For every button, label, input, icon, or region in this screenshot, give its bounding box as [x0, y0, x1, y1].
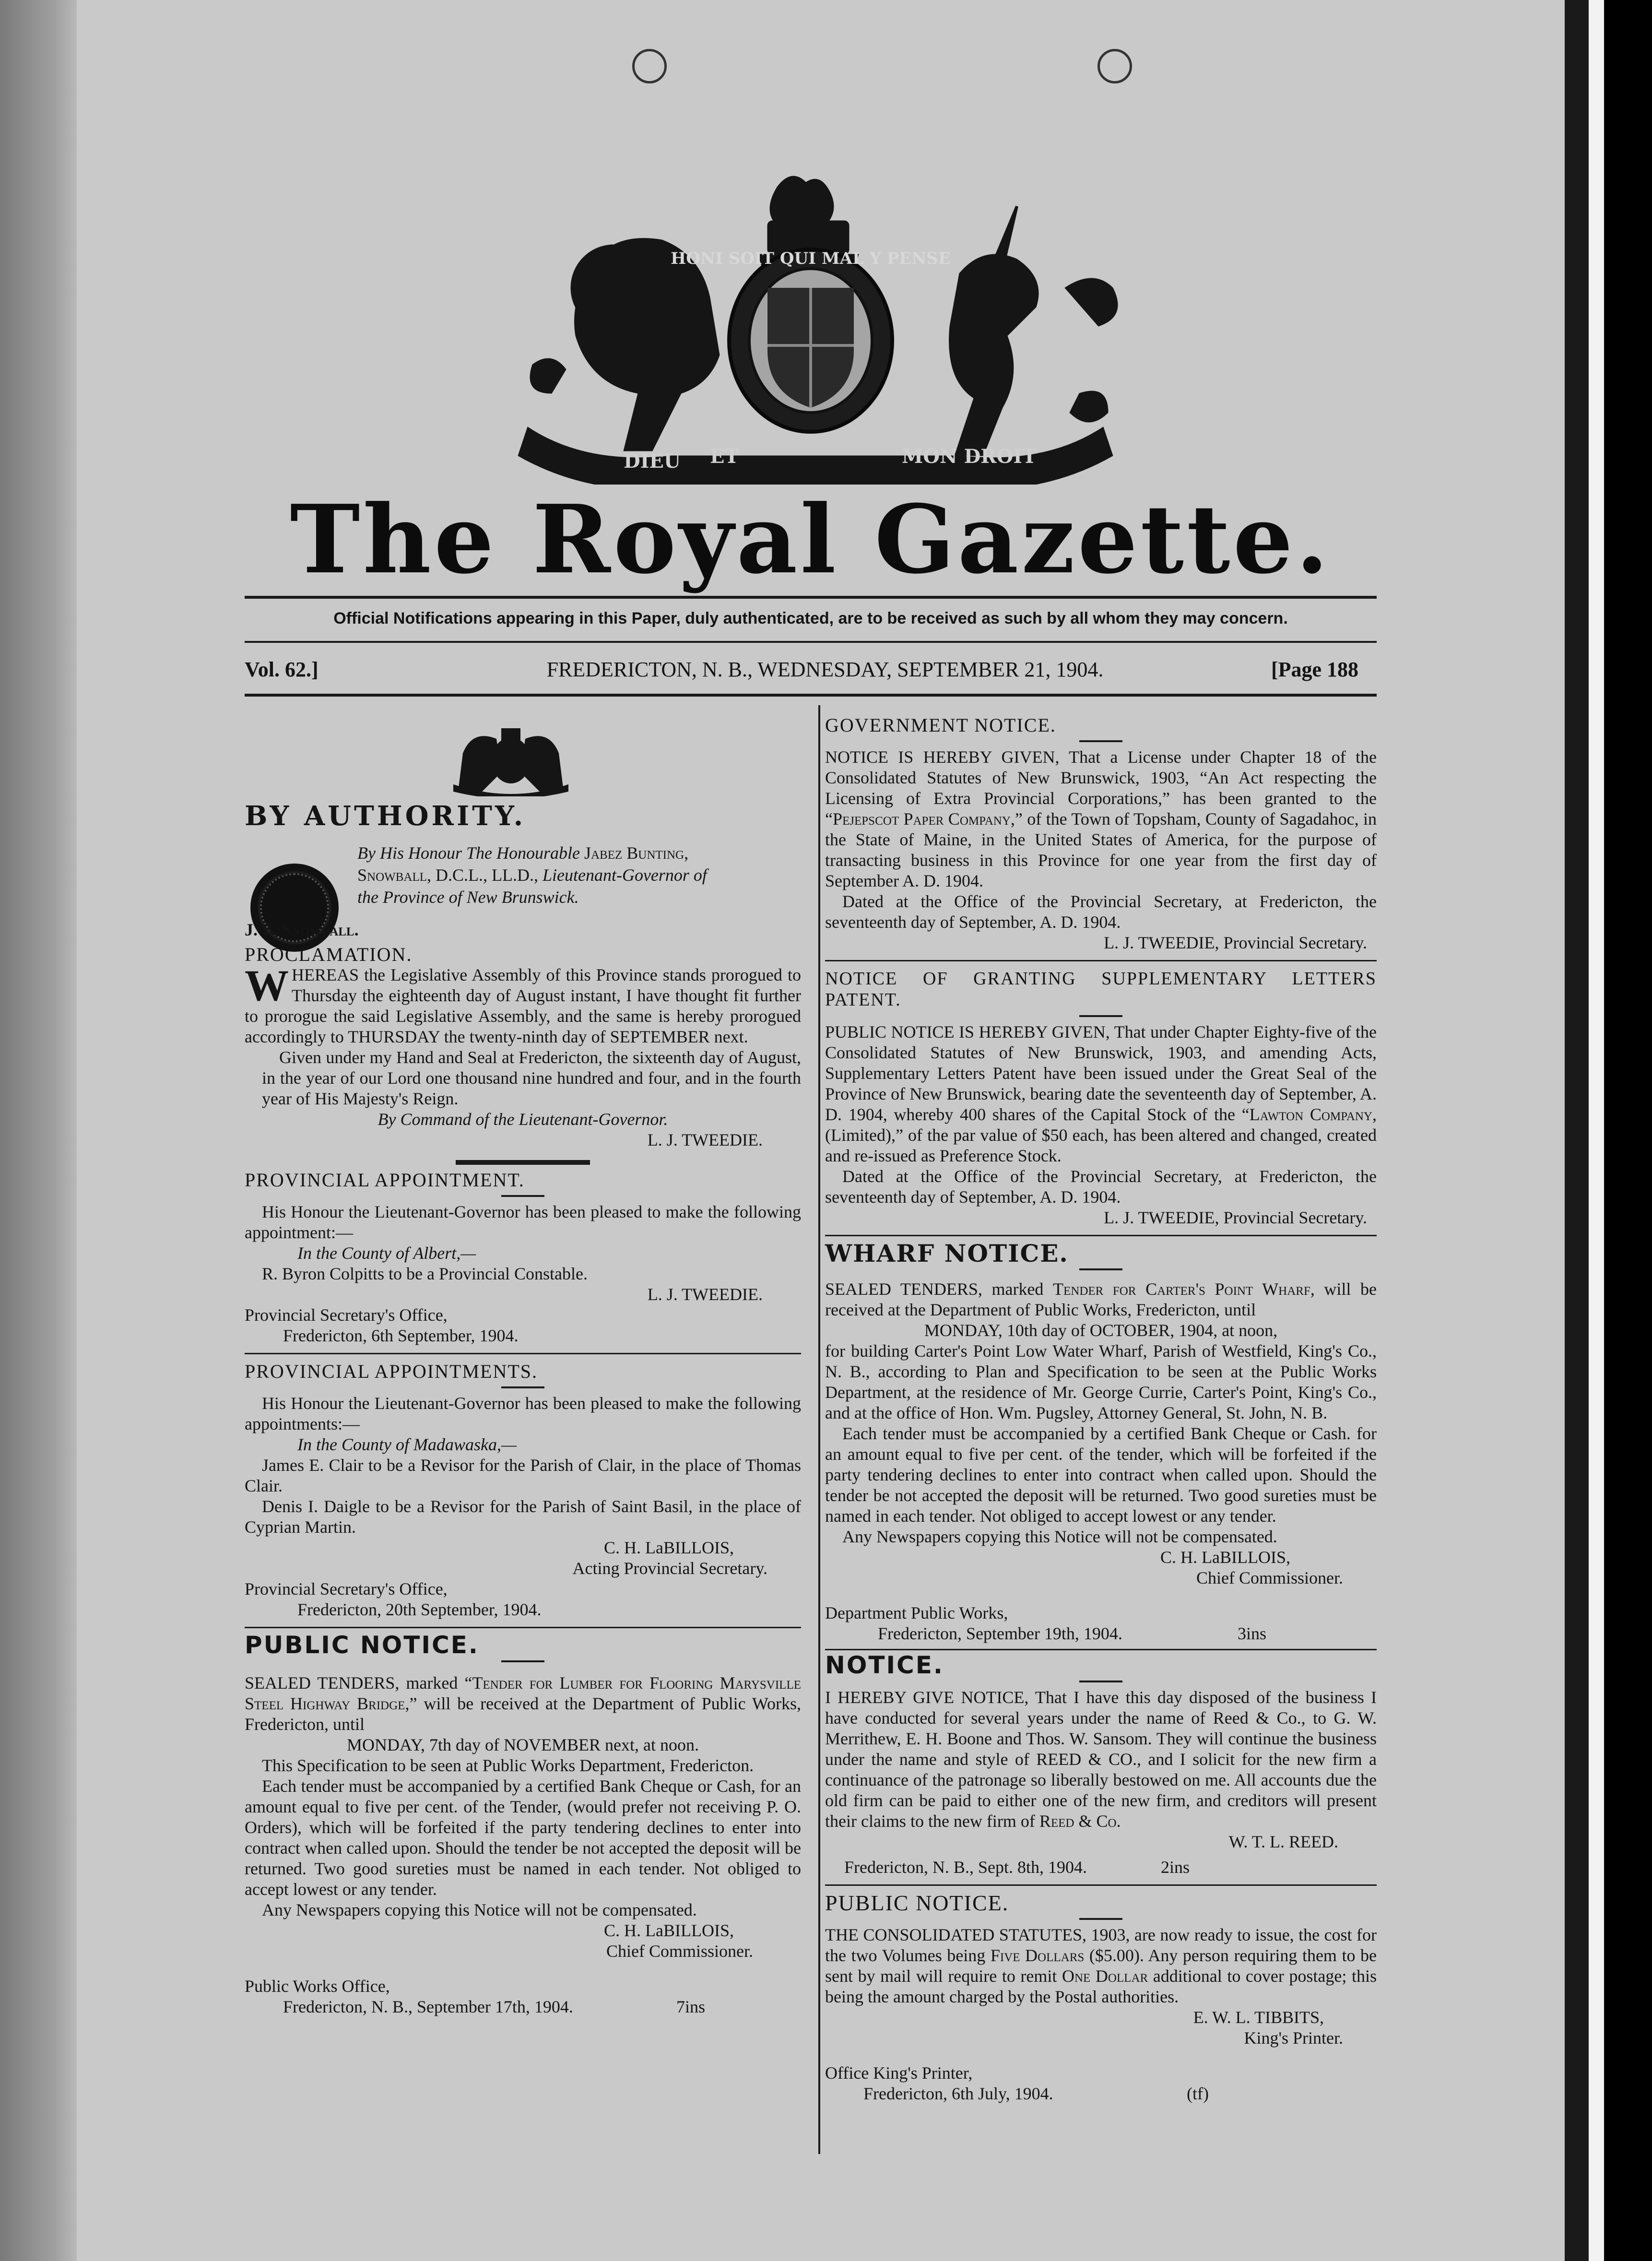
motto-left: DIEU — [624, 450, 681, 473]
section-rule — [825, 960, 1377, 961]
pub2-body-d: One Dollar — [1062, 1966, 1148, 1986]
public-notice2-office: Office King's Printer, — [825, 2063, 973, 2083]
pub2-body-b: Five Dollars — [990, 1946, 1085, 1965]
right-column — [825, 715, 1377, 2104]
column-divider — [818, 705, 820, 2154]
appointment1-body: His Honour the Lieutenant-Governor has been pleased to make the following appointment:— — [245, 1202, 801, 1242]
gov-body-c: ,” of the Town of Topsham, County of Sagadahoc, in the State of Maine, in the United States of America, for the purpose of transacting business in this Province for one year from the first day of September A. D. 1904. — [825, 809, 1377, 890]
wharf-notice-sign1: C. H. LaBILLOIS, — [1160, 1548, 1290, 1567]
public-notice-date-row — [283, 1997, 801, 2017]
appointment1-heading: PROVINCIAL APPOINTMENT. — [245, 1169, 525, 1191]
official-notice-line: Official Notifications appearing in this Paper, duly authenticated, are to be received as such by all whom they may concern. — [333, 609, 1288, 627]
wharf-notice-sign2: Chief Commissioner. — [1196, 1568, 1343, 1587]
masthead-rule-top — [245, 596, 1377, 599]
newspaper-title: The Royal Gazette. — [290, 485, 1332, 595]
appointment2-date: Fredericton, 20th September, 1904. — [297, 1600, 542, 1619]
section-rule — [1079, 1015, 1122, 1017]
section-rule — [1079, 1681, 1122, 1682]
wharf-notice-p3: Each tender must be accompanied by a certified Bank Cheque or Cash. for an amount equal to five per cent. of the tender, which will be forfeited if the party tendering declines to enter into contract when called upon. Should the tender be not accepted the deposit will be returned. Two good sureties must be named in each tender. Not obliged to accept lowest or any tender. — [825, 1424, 1377, 1526]
masthead-rule-bottom — [245, 694, 1377, 697]
section-rule — [456, 1160, 590, 1165]
lg-line2c: Lieutenant-Governor of — [542, 865, 707, 885]
public-notice-monday: MONDAY, 7th day of NOVEMBER next, at noon. — [347, 1735, 699, 1754]
section-rule — [1079, 740, 1122, 742]
appointment2-office: Provincial Secretary's Office, — [245, 1579, 448, 1598]
public-notice-sign2: Chief Commissioner. — [606, 1941, 753, 1961]
public-notice-sign1: C. H. LaBILLOIS, — [604, 1921, 734, 1940]
section-rule — [501, 1660, 544, 1662]
public-p1b: Tender for Lumber for Flooring Marysville Steel Highway Bridge — [245, 1673, 801, 1713]
section-rule — [501, 1195, 544, 1197]
appointment1-sign: L. J. TWEEDIE. — [647, 1285, 763, 1304]
public-notice2-body — [825, 1925, 1377, 2007]
notice-body-b: Reed & Co. — [1039, 1811, 1121, 1831]
drop-cap: W — [245, 961, 289, 1010]
section-rule — [825, 1884, 1377, 1886]
appointment2-sign2: Acting Provincial Secretary. — [572, 1559, 767, 1578]
pub2-body-c: ($5.00). Any person requiring them to be sent by mail will require to remit — [825, 1946, 1377, 1986]
section-rule — [1079, 1918, 1122, 1920]
section-rule — [245, 1627, 801, 1628]
letters-patent-dated: Dated at the Office of the Provincial Secretary, at Fredericton, the seventeenth day of September, A. D. 1904. — [825, 1167, 1377, 1207]
pub2-body-a: THE CONSOLIDATED STATUTES, 1903, are now ready to issue, the cost for the two Volumes being — [825, 1925, 1377, 1965]
appointment2-sign1: C. H. LaBILLOIS, — [604, 1538, 734, 1557]
lg-line2a: Snowball — [357, 865, 427, 885]
wharf-notice-p4: Any Newspapers copying this Notice will not be compensated. — [842, 1527, 1277, 1546]
letters-patent-sign: L. J. TWEEDIE, Provincial Secretary. — [1104, 1208, 1367, 1227]
letters-patent-heading: NOTICE OF GRANTING SUPPLEMENTARY LETTERS PATENT. — [825, 969, 1377, 1010]
public-p1c: ,” will be received at the Department of Public Works, Fredericton, until — [245, 1694, 801, 1734]
public-notice2-sign1: E. W. L. TIBBITS, — [1193, 2008, 1324, 2027]
public-notice2-date-row — [863, 2083, 1377, 2104]
section-rule — [825, 1649, 1377, 1650]
lg-line1b: Jabez Bunting, — [584, 843, 689, 863]
gov-body-b: Pejepscot Paper Company — [832, 809, 1011, 829]
letters-body-a: PUBLIC NOTICE IS HEREBY GIVEN, That under Chapter Eighty-five of the Consolidated Statutes of New Brunswick, 1903, and amending Acts, Supplementary Letters Patent have been issued under the Great Seal of the Province of New Brunswick, bearing date the seventeenth day of September, A. D. 1904, whereby 400 shares of the Capital Stock of the “ — [825, 1022, 1377, 1124]
wharf-notice-office: Department Public Works, — [825, 1603, 1008, 1622]
proclamation-given: Given under my Hand and Seal at Fredericton, the sixteenth day of August, in the year of our Lord one thousand nine hundred and four, and in the fourth year of His Majesty's Reign. — [262, 1048, 801, 1108]
letters-patent-body — [825, 1022, 1377, 1166]
government-notice-sign: L. J. TWEEDIE, Provincial Secretary. — [1104, 933, 1367, 952]
wharf-p1b: Tender for Carter's Point Wharf — [1053, 1279, 1310, 1299]
government-notice-heading: GOVERNMENT NOTICE. — [825, 714, 1056, 736]
appointment1-county: In the County of Albert,— — [297, 1243, 476, 1263]
pub2-body-e: additional to cover postage; this being the amount charged by the Postal authorities. — [825, 1966, 1377, 2006]
masthead-rule-mid — [245, 641, 1377, 643]
appointment2-item1: James E. Clair to be a Revisor for the Parish of Clair, in the place of Thomas Clair. — [245, 1456, 801, 1495]
wharf-p1c: , will be received at the Department of Public Works, Fredericton, until — [825, 1279, 1377, 1319]
lieutenant-governor-title — [357, 842, 801, 908]
notice-body-a: I HEREBY GIVE NOTICE, That I have this day disposed of the business I have conducted for several years under the name of Reed & Co., to G. W. Merrithew, E. H. Boone and Thos. W. Sansom. They will continue the business under the name and style of REED & CO., and I solicit for the new firm a continuance of the patronage so liberally bestowed on me. All accounts due the old firm can be paid to either one of the new firm, and creditors will present their claims to the new firm of — [825, 1688, 1377, 1831]
binding-hole-right — [1097, 49, 1132, 83]
book-spine — [0, 0, 77, 2261]
letters-body-b: Lawton Company — [1249, 1105, 1372, 1124]
public-notice-heading: PUBLIC NOTICE. — [245, 1631, 479, 1659]
wharf-notice-p1 — [825, 1279, 1377, 1320]
public-notice-p1 — [245, 1673, 801, 1735]
left-column — [245, 800, 801, 2017]
appointment2-heading: PROVINCIAL APPOINTMENTS. — [245, 1361, 538, 1382]
public-notice-date: Fredericton, N. B., September 17th, 1904. — [283, 1997, 573, 2016]
notice-sign: W. T. L. REED. — [1228, 1832, 1338, 1851]
gov-body-a: NOTICE IS HEREBY GIVEN, That a License under Chapter 18 of the Consolidated Statutes of New Brunswick, 1903, “An Act respecting the Licensing of Extra Provincial Corporations,” has been granted to the “ — [825, 747, 1377, 829]
public-notice-p4: Any Newspapers copying this Notice will not be compensated. — [262, 1900, 697, 1919]
proclamation-sign: L. J. TWEEDIE. — [647, 1130, 763, 1149]
lg-line1a: By His Honour The Honourable — [357, 843, 584, 863]
proclamation-body — [245, 961, 801, 1047]
notice-date: Fredericton, N. B., Sept. 8th, 1904. — [844, 1858, 1087, 1877]
wharf-notice-monday: MONDAY, 10th day of OCTOBER, 1904, at noon, — [924, 1321, 1278, 1340]
page-number: [Page 188 — [1271, 658, 1359, 681]
public-p1a: SEALED TENDERS, marked “ — [245, 1673, 472, 1693]
motto-mid: ET — [710, 445, 739, 468]
public-notice2-heading: PUBLIC NOTICE. — [825, 1891, 1009, 1915]
by-authority-heading: BY AUTHORITY. — [245, 800, 526, 832]
proclamation-heading: PROCLAMATION. — [245, 944, 413, 965]
section-rule — [501, 1386, 544, 1388]
letters-body-c: , (Limited),” of the par value of $50 each, has been altered and changed, created and re-issued as Preference Stock. — [825, 1105, 1377, 1165]
dateline: FREDERICTON, N. B., WEDNESDAY, SEPTEMBER 21, 1904. — [546, 658, 1104, 681]
section-rule — [245, 1353, 801, 1354]
lg-line2b: , D.C.L., LL.D., — [427, 865, 543, 885]
notice-heading: NOTICE. — [825, 1651, 944, 1679]
public-notice2-sign2: King's Printer. — [1244, 2028, 1343, 2048]
public-notice-office: Public Works Office, — [245, 1977, 390, 1996]
binding-hole-left — [632, 49, 667, 83]
wharf-notice-date-row — [878, 1623, 1377, 1644]
small-coat-of-arms-icon — [448, 724, 573, 796]
appointment1-item: R. Byron Colpitts to be a Provincial Constable. — [262, 1264, 588, 1283]
public-notice-ins: 7ins — [676, 1997, 705, 2016]
public-notice2-tf: (tf) — [1187, 2084, 1209, 2103]
garter-motto: HONI SOIT QUI MAL Y PENSE — [671, 249, 951, 268]
public-notice2-date: Fredericton, 6th July, 1904. — [863, 2084, 1053, 2103]
lg-line3: the Province of New Brunswick. — [357, 888, 579, 907]
appointment2-item2: Denis I. Daigle to be a Revisor for the Parish of Saint Basil, in the place of Cyprian Martin. — [245, 1497, 801, 1537]
wharf-p1a: SEALED TENDERS, marked — [825, 1279, 1053, 1299]
wharf-notice-heading: WHARF NOTICE. — [825, 1239, 1069, 1267]
public-notice-p3: Each tender must be accompanied by a certified Bank Cheque or Cash, for an amount equal to five per cent. of the Tender, (would prefer not receiving P. O. Orders), which will be forfeited if the party tendering declines to enter into contract when called upon. Should the tender be not accepted the deposit will be returned. Two good sureties must be named in each tender. Not obliged to accept lowest or any tender. — [245, 1776, 801, 1899]
section-rule — [825, 1235, 1377, 1236]
appointment1-office: Provincial Secretary's Office, — [245, 1305, 448, 1325]
proclamation-text: HEREAS the Legislative Assembly of this Province stands prorogued to Thursday the eighteenth day of August instant, I have thought fit further to prorogue the said Legislative Assembly, and the same is hereby prorogued accordingly to THURSDAY the twenty-ninth day of SEPTEMBER next. — [245, 965, 801, 1046]
proclamation-command: By Command of the Lieutenant-Governor. — [378, 1110, 668, 1129]
government-notice-dated: Dated at the Office of the Provincial Secretary, at Fredericton, the seventeenth day of September, A. D. 1904. — [825, 892, 1377, 932]
notice-ins: 2ins — [1160, 1858, 1190, 1877]
wharf-notice-date: Fredericton, September 19th, 1904. — [878, 1624, 1122, 1643]
government-notice-body — [825, 747, 1377, 891]
wharf-notice-ins: 3ins — [1237, 1624, 1266, 1643]
volume-number: Vol. 62.] — [245, 658, 319, 681]
signer-name: J. B. Snowball. — [245, 920, 359, 939]
page-edge-dark — [1565, 0, 1589, 2261]
section-rule — [1079, 1268, 1122, 1270]
notice-date-row — [844, 1857, 1377, 1878]
notice-body — [825, 1687, 1377, 1832]
page-edge-light — [1589, 0, 1604, 2261]
royal-coat-of-arms-icon — [441, 168, 1190, 485]
motto-right: MON DROIT — [902, 445, 1037, 468]
appointment2-county: In the County of Madawaska,— — [297, 1435, 517, 1454]
public-notice-p2: This Specification to be seen at Public Works Department, Fredericton. — [262, 1756, 754, 1775]
appointment2-body: His Honour the Lieutenant-Governor has been pleased to make the following appointments:— — [245, 1394, 801, 1433]
wharf-notice-p2: for building Carter's Point Low Water Wharf, Parish of Westfield, King's Co., N. B., according to Plan and Specification to be seen at the Public Works Department, at the residence of Mr. George Currie, Carter's Point, King's Co., and at the office of Hon. Wm. Pugsley, Attorney General, St. John, N. B. — [825, 1341, 1377, 1422]
appointment1-date: Fredericton, 6th September, 1904. — [283, 1326, 519, 1345]
